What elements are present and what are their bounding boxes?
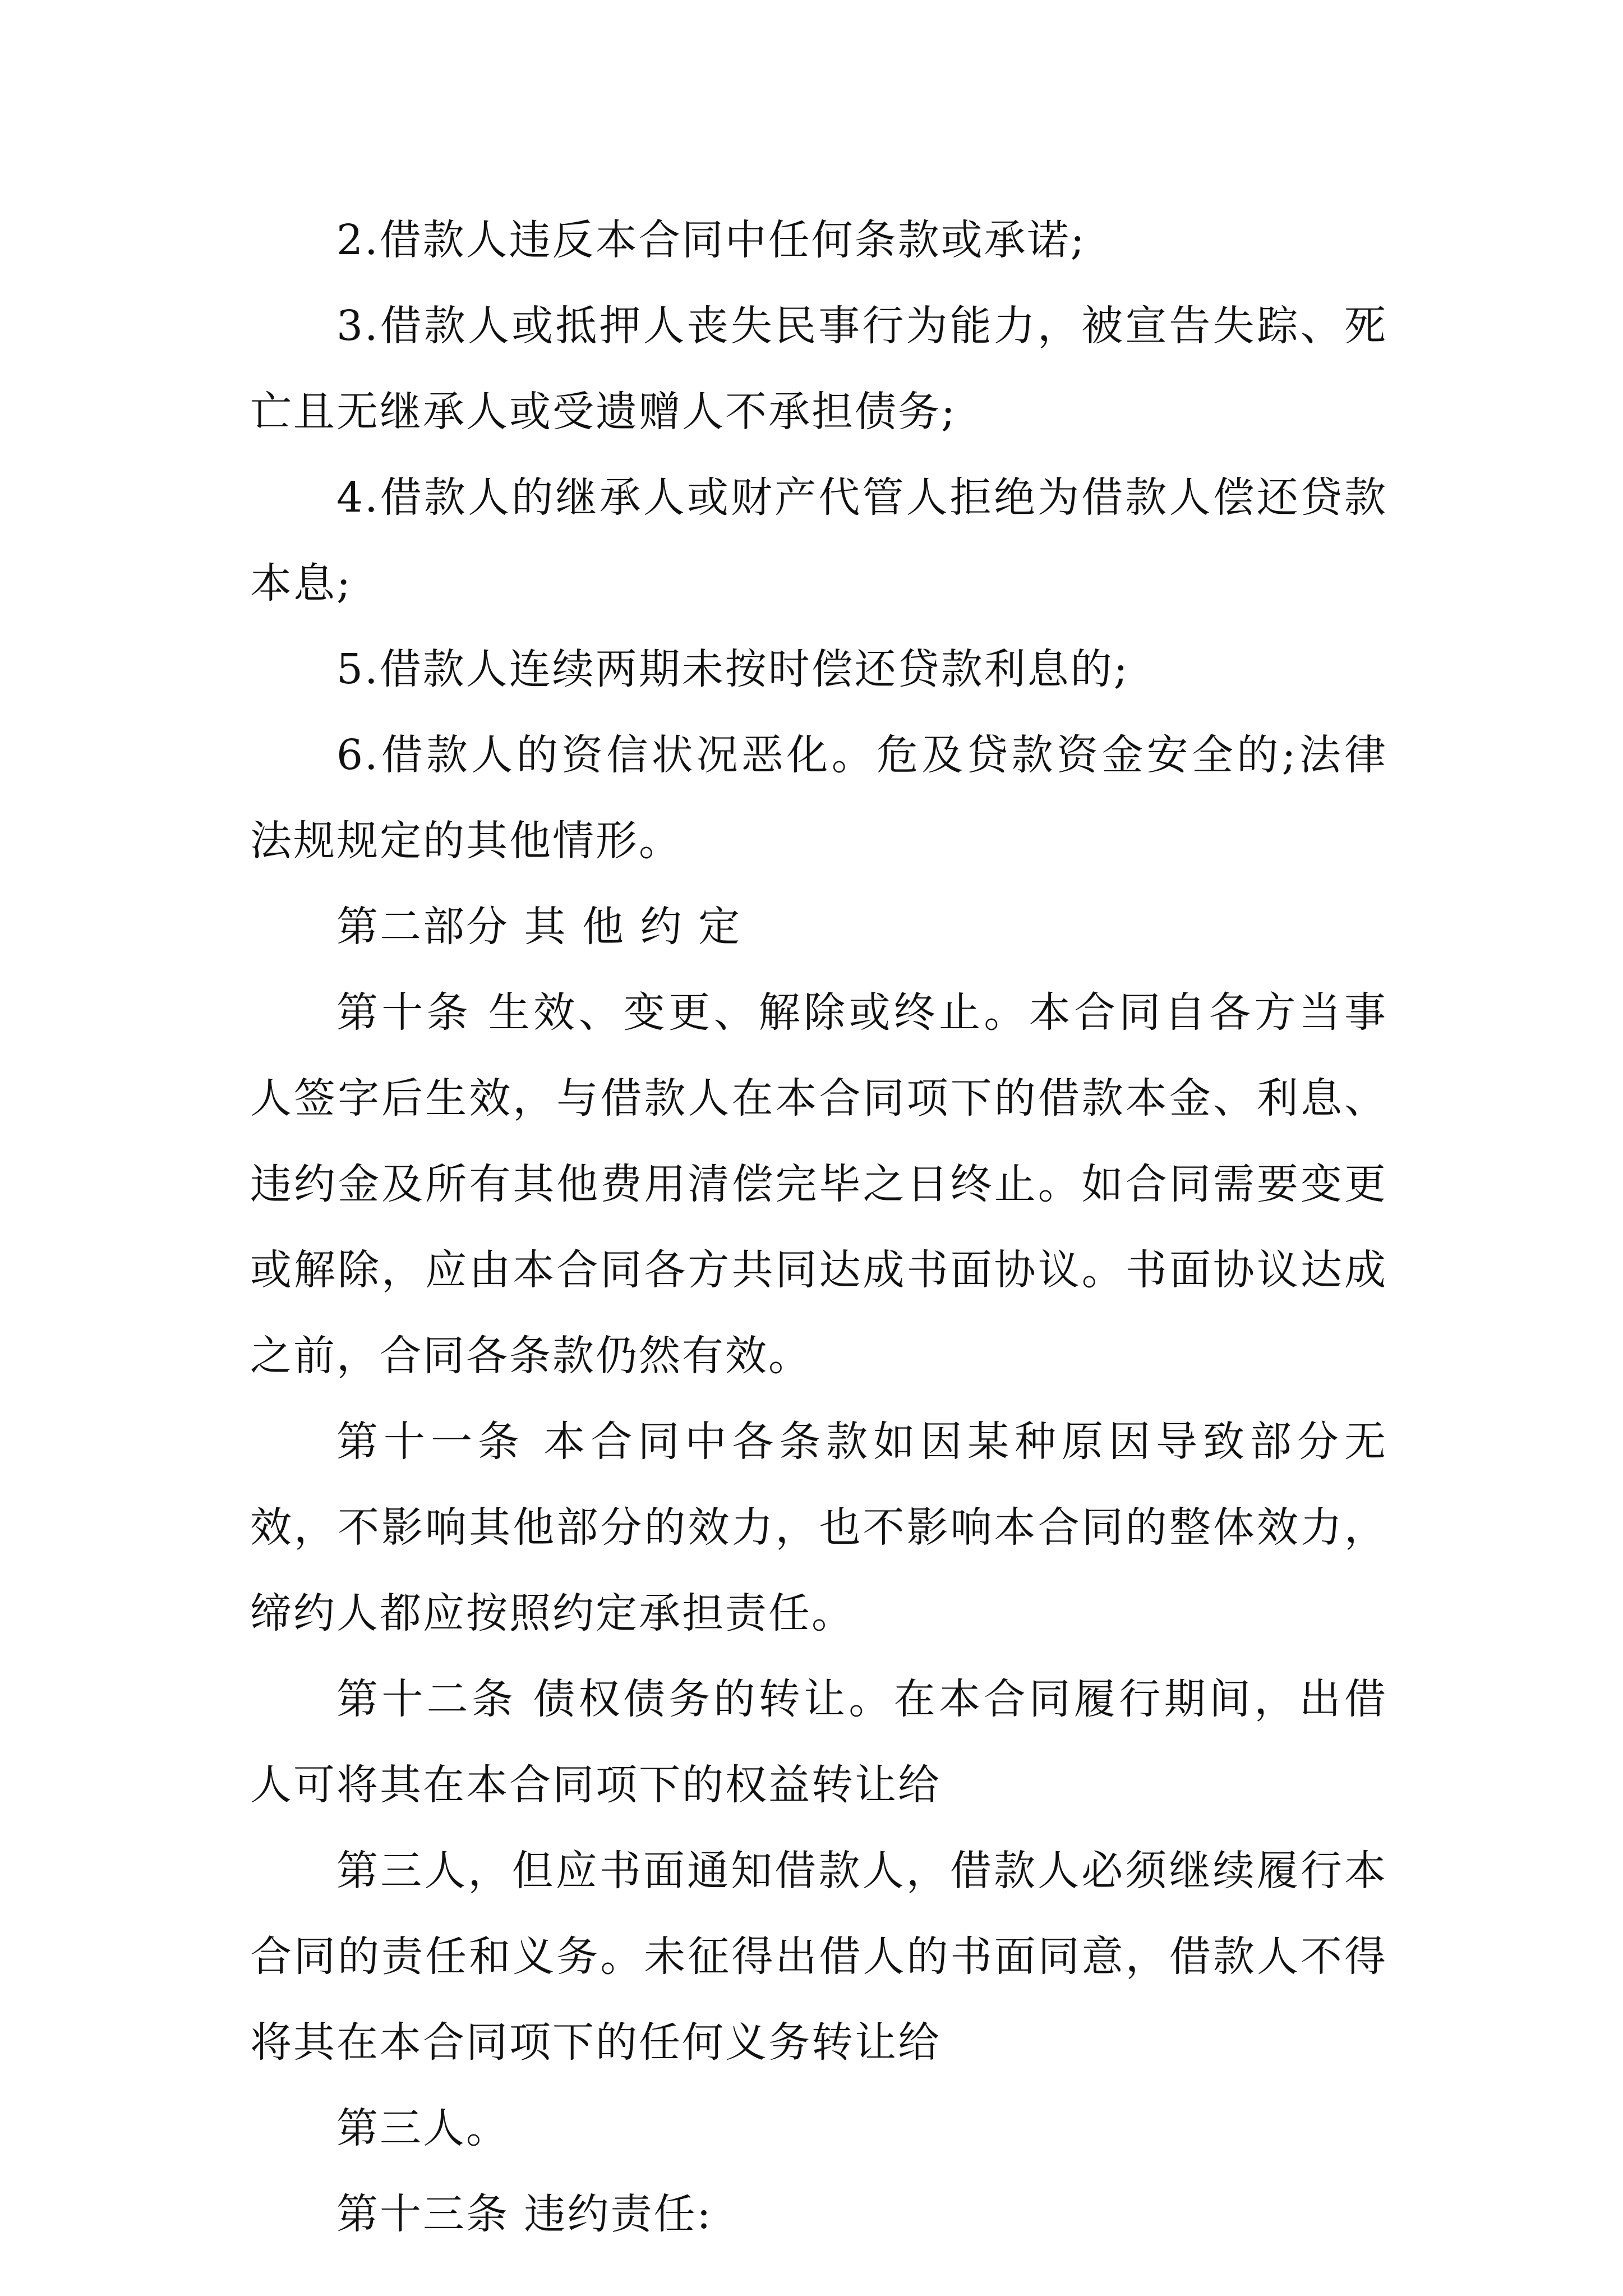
article-12-end: 第三人。 xyxy=(336,2104,509,2152)
clause-item-3: 3.借款人或抵押人丧失民事行为能力，被宣告失踪、死亡且无继承人或受遗赠人不承担债务; xyxy=(250,302,1387,436)
clause-item-2: 2.借款人违反本合同中任何条款或承诺; xyxy=(336,216,1086,264)
article-12-continued: 第三人，但应书面通知借款人，借款人必须继续履行本合同的责任和义务。未征得出借人的书面同意，借款人不得将其在本合同项下的任何义务转让给 xyxy=(250,1847,1387,2067)
document-body xyxy=(250,197,1387,2257)
clause-item-6: 6.借款人的资信状况恶化。危及贷款资金安全的;法律法规规定的其他情形。 xyxy=(250,731,1387,865)
article-13: 第十三条 违约责任: xyxy=(336,2190,713,2238)
article-10: 第十条 生效、变更、解除或终止。本合同自各方当事人签字后生效，与借款人在本合同项下的借款本金、利息、违约金及所有其他费用清偿完毕之日终止。如合同需要变更或解除，应由本合同各方共同达成书面协议。书面协议达成之前，合同各条款仍然有效。 xyxy=(250,988,1387,1380)
article-11: 第十一条 本合同中各条款如因某种原因导致部分无效，不影响其他部分的效力，也不影响本合同的整体效力，缔约人都应按照约定承担责任。 xyxy=(250,1418,1387,1637)
article-12: 第十二条 债权债务的转让。在本合同履行期间，出借人可将其在本合同项下的权益转让给 xyxy=(250,1675,1387,1809)
section-heading: 第二部分 其 他 约 定 xyxy=(336,903,742,951)
clause-item-4: 4.借款人的继承人或财产代管人拒绝为借款人偿还贷款本息; xyxy=(250,473,1387,608)
clause-item-5: 5.借款人连续两期未按时偿还贷款利息的; xyxy=(336,645,1129,693)
